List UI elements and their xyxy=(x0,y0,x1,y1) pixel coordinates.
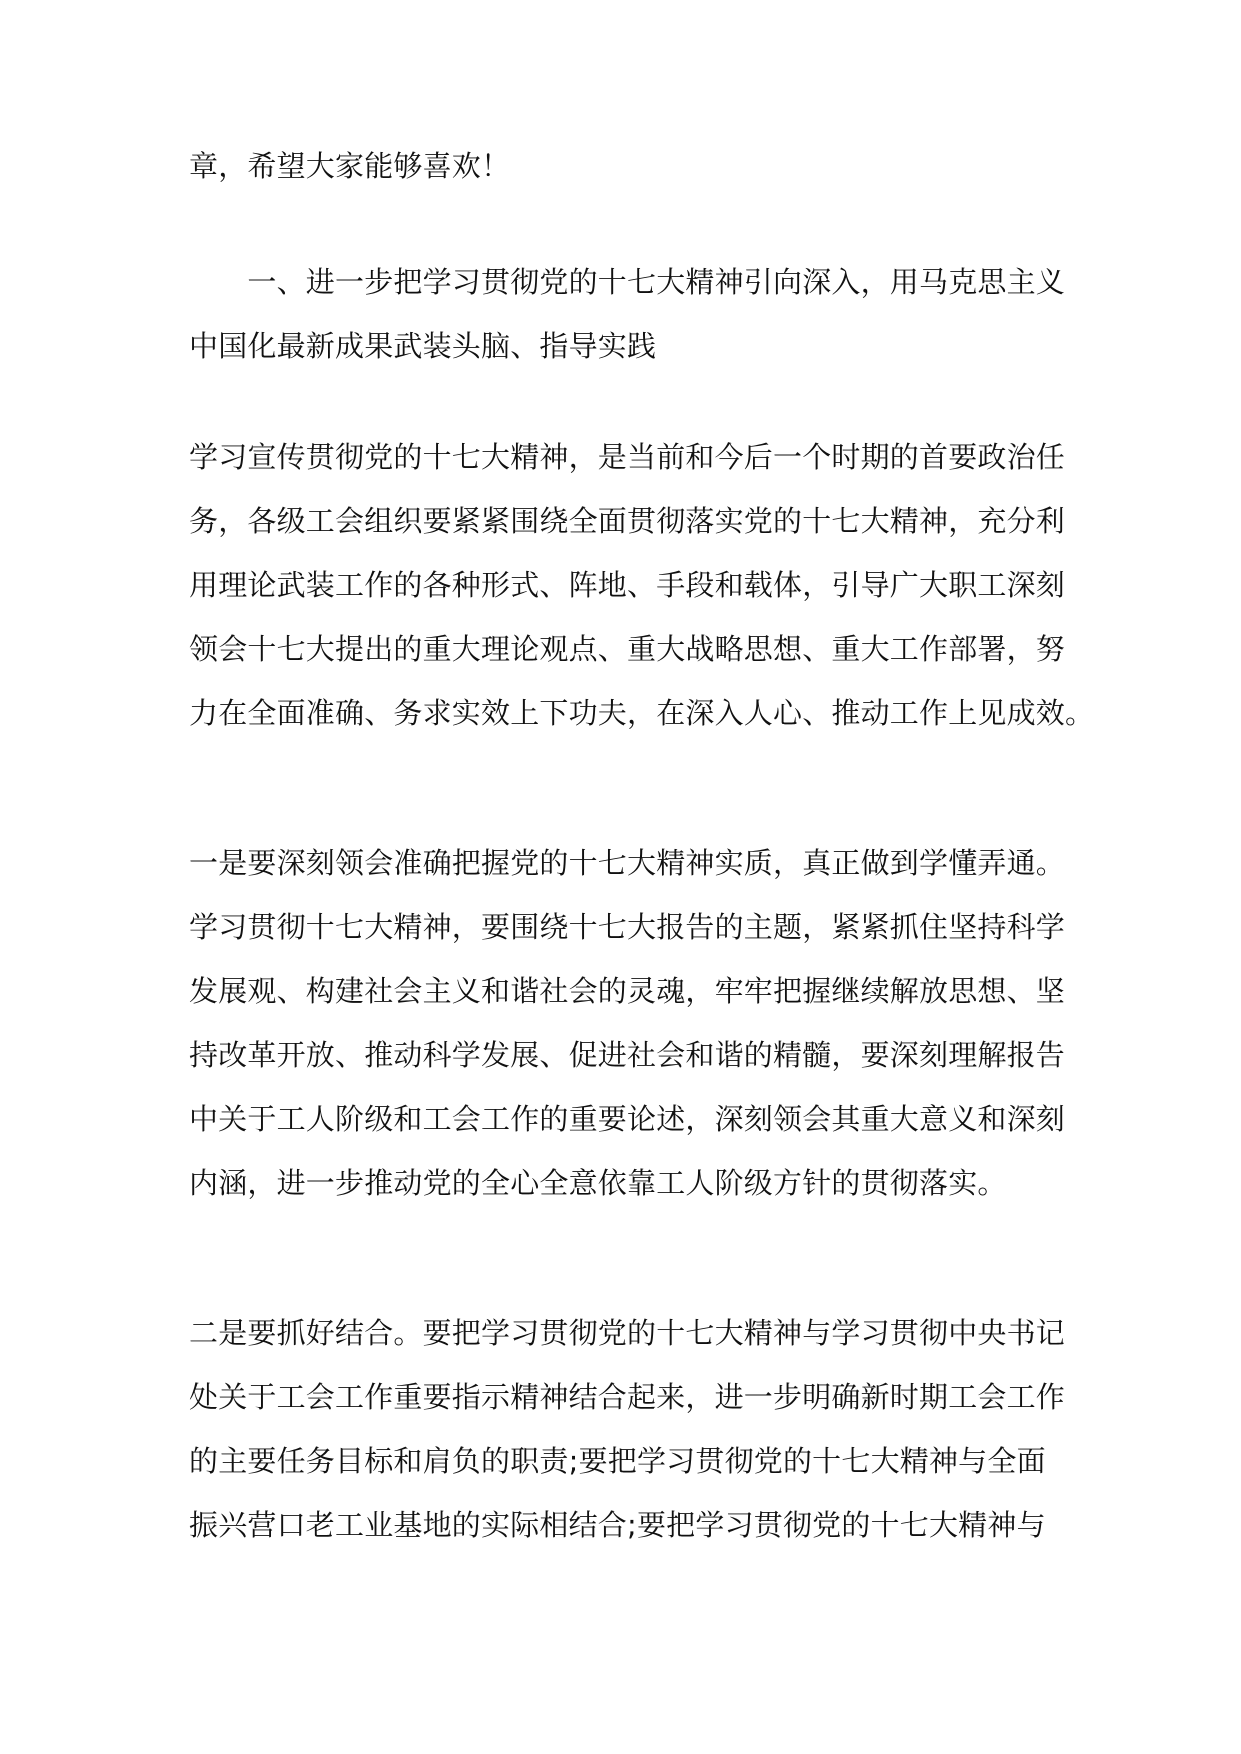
paragraph-1 xyxy=(189,425,1095,745)
paragraph-2 xyxy=(189,831,1066,1215)
paragraph-3 xyxy=(189,1301,1066,1557)
text-line: 内涵，进一步推动党的全心全意依靠工人阶级方针的贯彻落实。 xyxy=(189,1166,1007,1200)
text-line: 学习贯彻十七大精神，要围绕十七大报告的主题，紧紧抓住坚持科学 xyxy=(189,910,1066,944)
text-line: 处关于工会工作重要指示精神结合起来，进一步明确新时期工会工作 xyxy=(189,1380,1066,1414)
text-line: 领会十七大提出的重大理论观点、重大战略思想、重大工作部署，努 xyxy=(189,632,1066,666)
text-line: 发展观、构建社会主义和谐社会的灵魂，牢牢把握继续解放思想、坚 xyxy=(189,974,1066,1008)
heading-line: 中国化最新成果武装头脑、指导实践 xyxy=(189,329,657,363)
text-line: 的主要任务目标和肩负的职责;要把学习贯彻党的十七大精神与全面 xyxy=(189,1444,1046,1478)
text-line: 二是要抓好结合。要把学习贯彻党的十七大精神与学习贯彻中央书记 xyxy=(189,1316,1066,1350)
heading-line: 一、进一步把学习贯彻党的十七大精神引向深入，用马克思主义 xyxy=(189,265,1066,299)
text-line: 务，各级工会组织要紧紧围绕全面贯彻落实党的十七大精神，充分利 xyxy=(189,504,1066,538)
text-line: 学习宣传贯彻党的十七大精神，是当前和今后一个时期的首要政治任 xyxy=(189,440,1066,474)
text-line: 持改革开放、推动科学发展、促进社会和谐的精髓，要深刻理解报告 xyxy=(189,1038,1066,1072)
text-line: 振兴营口老工业基地的实际相结合;要把学习贯彻党的十七大精神与 xyxy=(189,1508,1046,1542)
text-line: 中关于工人阶级和工会工作的重要论述，深刻领会其重大意义和深刻 xyxy=(189,1102,1066,1136)
paragraph-fragment xyxy=(189,134,1061,198)
section-heading xyxy=(189,250,1066,378)
text-line: 力在全面准确、务求实效上下功夫，在深入人心、推动工作上见成效。 xyxy=(189,696,1095,730)
text-line: 章，希望大家能够喜欢！ xyxy=(189,149,511,183)
text-line: 用理论武装工作的各种形式、阵地、手段和载体，引导广大职工深刻 xyxy=(189,568,1066,602)
text-line: 一是要深刻领会准确把握党的十七大精神实质，真正做到学懂弄通。 xyxy=(189,846,1066,880)
